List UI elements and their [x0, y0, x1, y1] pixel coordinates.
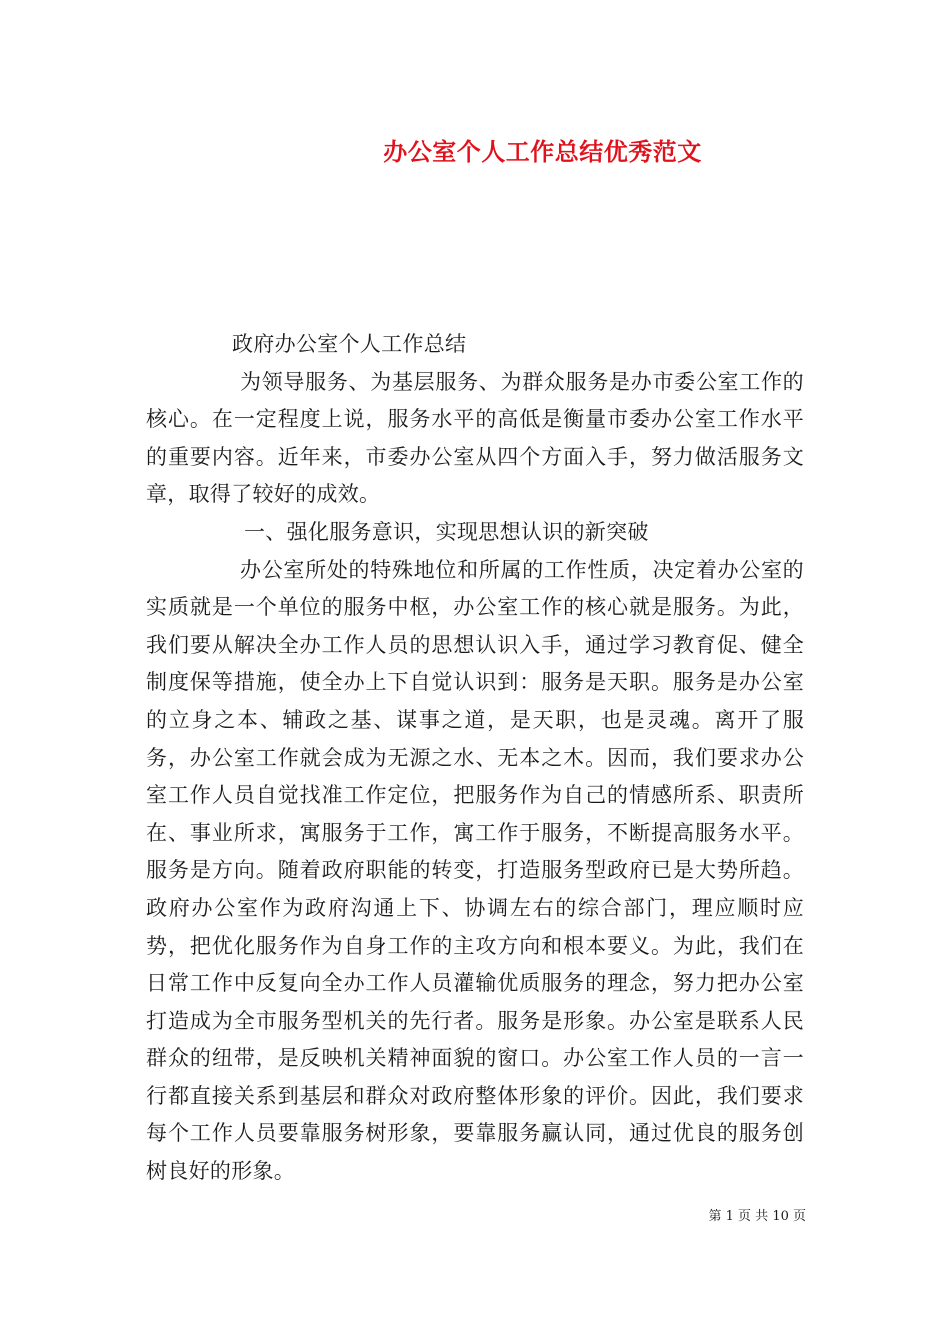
- page-number: 第 1 页 共 10 页: [708, 1209, 806, 1224]
- paragraph-body: 办公室所处的特殊地位和所属的工作性质，决定着办公室的实质就是一个单位的服务中枢，办公室工作的核心就是服务。为此，我们要从解决全办工作人员的思想认识入手，通过学习教育促、健全制度保等措施，使全办上下自觉认识到：服务是天职。服务是办公室的立身之本、辅政之基、谋事之道，是天职，也是灵魂。离开了服务，办公室工作就会成为无源之水、无本之木。因而，我们要求办公室工作人员自觉找准工作定位，把服务作为自己的情感所系、职责所在、事业所求，寓服务于工作，寓工作于服务，不断提高服务水平。服务是方向。随着政府职能的转变，打造服务型政府已是大势所趋。政府办公室作为政府沟通上下、协调左右的综合部门，理应顺时应势，把优化服务作为自身工作的主攻方向和根本要义。为此，我们在日常工作中反复向全办工作人员灌输优质服务的理念，努力把办公室打造成为全市服务型机关的先行者。服务是形象。办公室是联系人民群众的纽带，是反映机关精神面貌的窗口。办公室工作人员的一言一行都直接关系到基层和群众对政府整体形象的评价。因此，我们要求每个工作人员要靠服务树形象，要靠服务赢认同，通过优良的服务创树良好的形象。: [146, 557, 804, 1184]
- document-body: [146, 326, 804, 1191]
- document-subtitle: 政府办公室个人工作总结: [232, 332, 467, 356]
- section-heading: 一、强化服务意识，实现思想认识的新突破: [244, 519, 649, 544]
- paragraph-intro: 为领导服务、为基层服务、为群众服务是办市委公室工作的核心。在一定程度上说，服务水平的高低是衡量市委办公室工作水平的重要内容。近年来，市委办公室从四个方面入手，努力做活服务文章，取得了较好的成效。: [146, 369, 804, 507]
- document-title: 办公室个人工作总结优秀范文: [383, 137, 702, 166]
